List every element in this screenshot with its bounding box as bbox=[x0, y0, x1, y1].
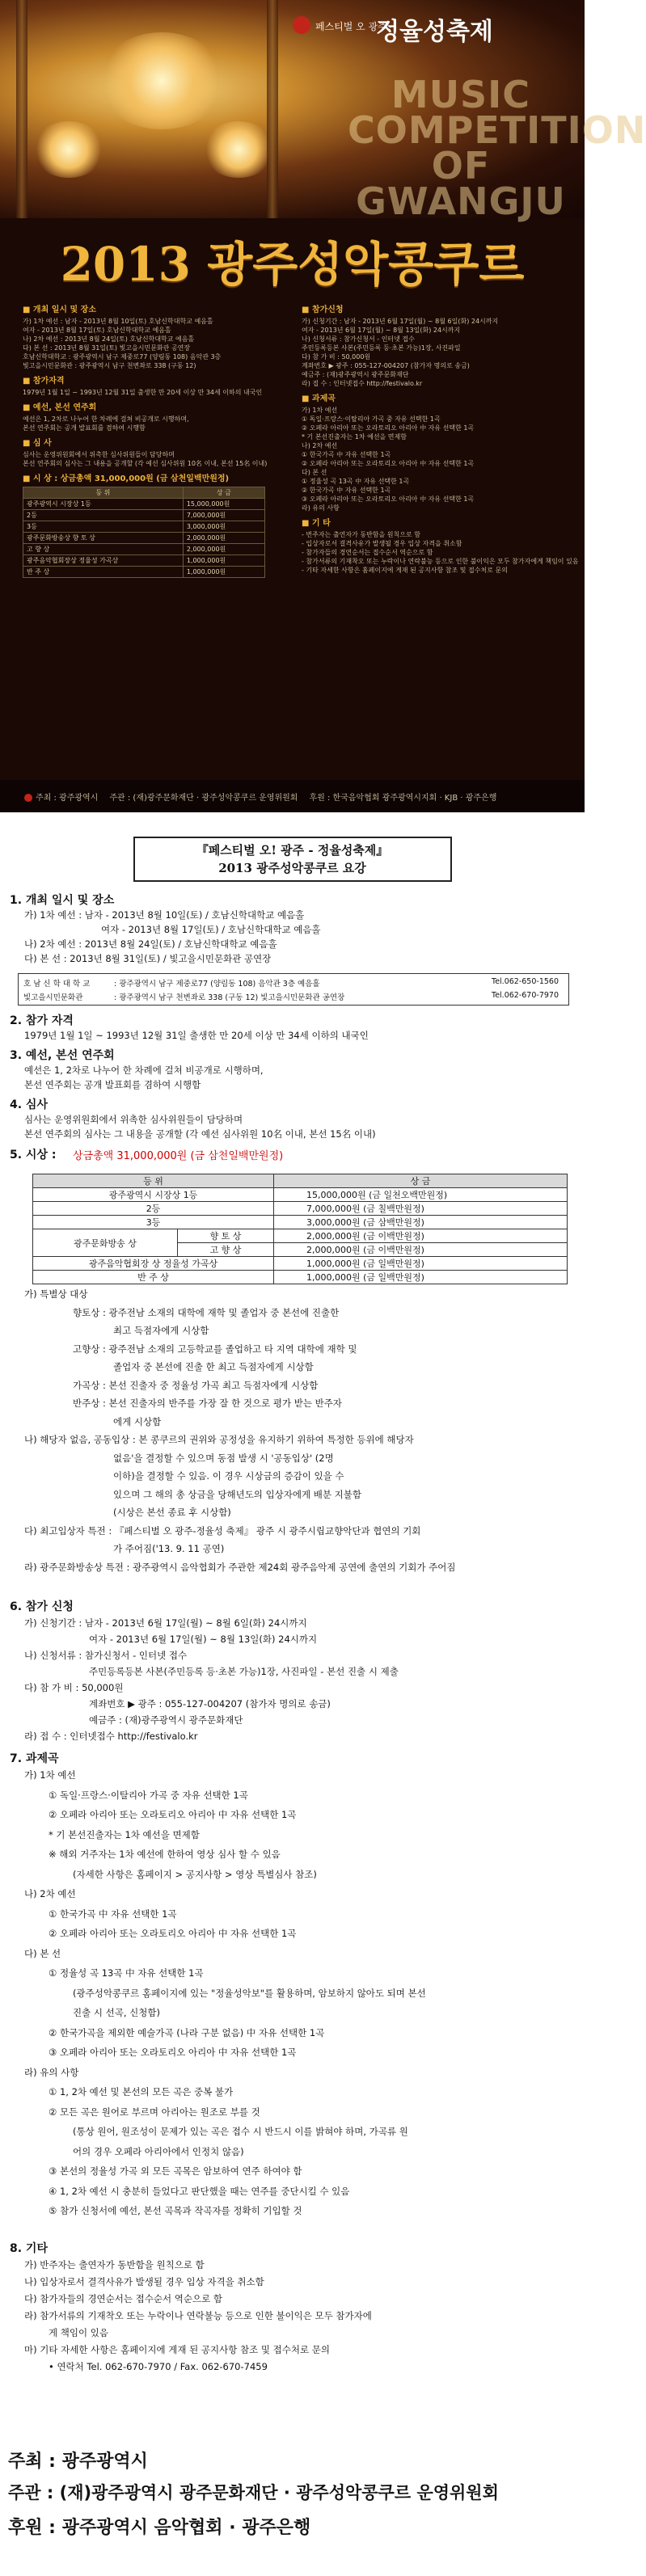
other-line: 라) 참가서류의 기재착오 또는 누락이나 연락불능 등으로 인한 불이익은 모두 참가자에 bbox=[24, 2310, 372, 2321]
prize-table bbox=[32, 1174, 568, 1284]
poster-text-line: - 기타 자세한 사항은 홈페이지에 게재 된 공지사항 참조 및 접수처로 문의 bbox=[302, 567, 508, 574]
repertoire-line: ④ 1, 2차 예선 시 충분히 들었다고 판단했을 때는 연주를 중단시킬 수 있음 bbox=[49, 2185, 350, 2197]
venue2-name: 빛고을시민문화관 bbox=[23, 993, 83, 1002]
poster-text-line: 다) 본 선 : 2013년 8월 31일(토) 빛고을시민문화관 공연장 bbox=[23, 344, 191, 352]
repertoire-line: ※ 해외 거주자는 1차 예선에 한하여 영상 심사 할 수 있음 bbox=[49, 1849, 281, 1860]
poster-text-line: 여자 - 2013년 8월 17일(토) 호남신학대학교 예음홀 bbox=[23, 327, 171, 334]
repertoire-line: 다) 본 선 bbox=[24, 1947, 61, 1959]
prize-note-line: 향토상 : 광주전남 소재의 대학에 재학 및 졸업자 중 본선에 진출한 bbox=[73, 1306, 340, 1318]
prize-note-line: 라) 광주문화방송상 특전 : 광주광역시 음악협회가 주관한 제24회 광주음악제 공연에 출연의 기회가 주어짐 bbox=[24, 1561, 456, 1573]
schedule-line: 다) 본 선 : 2013년 8월 31일(토) / 빛고을시민문화관 공연장 bbox=[24, 953, 272, 964]
poster-text-line: ② 한국가곡 中 자유 선택한 1곡 bbox=[302, 487, 391, 494]
table-row: 고 향 상 2,000,000원 bbox=[23, 544, 265, 555]
document-title-line1: 『페스티벌 오! 광주 - 정율성축제』 bbox=[196, 843, 389, 858]
table-row: 3등 3,000,000원 (금 삼백만원정) bbox=[33, 1216, 568, 1229]
application-line: 주민등록등본 사본(주민등록 등·초본 가능)1장, 사진파일 - 본선 진출 시 제출 bbox=[89, 1666, 399, 1677]
application-line: 계좌번호 ▶ 광주 : 055-127-004207 (참가자 명의로 송금) bbox=[89, 1698, 331, 1710]
prize-note-line: 반주상 : 본선 진출자의 반주를 가장 잘 한 것으로 평가 받는 반주자 bbox=[73, 1398, 342, 1409]
poster-section-heading: ■ 시 상 : 상금총액 31,000,000원 (금 삼천일백만원정) bbox=[23, 474, 230, 483]
document-title-line2: 2013 광주성악콩쿠르 요강 bbox=[218, 861, 366, 875]
repertoire-line: ② 오페라 아리아 또는 오라토리오 아리아 中 자유 선택한 1곡 bbox=[49, 1928, 297, 1939]
sponsor-host: 주최 : 광주광역시 bbox=[24, 791, 98, 803]
poster-sponsor-bar bbox=[0, 780, 585, 812]
poster-text-line: ① 정율성 곡 13곡 中 자유 선택한 1곡 bbox=[302, 478, 410, 485]
other-line: 나) 입상자로서 결격사유가 발생될 경우 입상 자격을 취소함 bbox=[24, 2276, 264, 2287]
table-row: 광주광역시 시장상 1등 15,000,000원 (금 일천오백만원정) bbox=[33, 1188, 568, 1202]
poster-text-line: 본선 연주회의 심사는 그 내용을 공개할 (각 예선 심사위원 10名 이내, 본선 15名 이내) bbox=[23, 460, 268, 467]
repertoire-line: 진출 시 선곡, 신청함) bbox=[73, 2007, 160, 2018]
host-line: 주최 : 광주광역시 bbox=[8, 2452, 148, 2472]
poster-text-line: 다) 참 가 비 : 50,000원 bbox=[302, 353, 371, 360]
repertoire-line: (자세한 사항은 홈페이지 > 공지사항 > 영상 특별심사 참조) bbox=[73, 1868, 317, 1880]
repertoire-line: ⑤ 참가 신청서에 예선, 본선 곡목과 작곡자를 정확히 기입할 것 bbox=[49, 2205, 302, 2216]
table-row: 광주문화방송상 향 토 상 2,000,000원 bbox=[23, 533, 265, 544]
poster-text-line: - 번주자는 출연자가 동반함을 원칙으로 함 bbox=[302, 531, 420, 538]
section-4-heading: 4. 심사 bbox=[10, 1098, 48, 1111]
application-line: 나) 신청서류 : 참가신청서 - 인터넷 접수 bbox=[24, 1650, 188, 1661]
sponsor-line: 후원 : 광주광역시 음악협회 · 광주은행 bbox=[8, 2518, 311, 2538]
prize-header-rank: 등 위 bbox=[33, 1174, 274, 1188]
table-row: 3등 3,000,000원 bbox=[23, 521, 265, 533]
other-line: 게 책임이 있음 bbox=[49, 2327, 108, 2338]
table-row: 반 주 상 1,000,000원 bbox=[23, 567, 265, 578]
poster-text-line: - 참가서류의 기재착오 또는 누락이나 연락불능 등으로 인한 불이익은 모두 참가자에게 책임이 있음 bbox=[302, 558, 579, 565]
poster-section-heading: ■ 기 타 bbox=[302, 519, 331, 528]
repertoire-line: ② 모든 곡은 원어로 부르며 아리아는 원조로 부를 것 bbox=[49, 2106, 260, 2118]
prize-note-line: 이하)을 결정할 수 있음. 이 경우 시상금의 증감이 있을 수 bbox=[113, 1470, 344, 1482]
table-row: 등 위 상 금 bbox=[23, 487, 265, 499]
schedule-line: 가) 1차 예선 : 남자 - 2013년 8월 10일(토) / 호남신학대학교 예음홀 bbox=[24, 909, 305, 921]
poster-text-line: ② 오페라 아리아 또는 오라토리오 아리아 中 자유 선택한 1곡 bbox=[302, 460, 475, 467]
poster-text-line: 나) 2차 예선 bbox=[302, 442, 338, 449]
poster-prize-table bbox=[23, 487, 265, 578]
table-row: 광주문화방송 상 향 토 상 2,000,000원 (금 이백만원정) bbox=[33, 1229, 568, 1243]
poster-text-line: ② 오페라 아리아 또는 오라토리오 아리아 中 자유 선택한 1곡 bbox=[302, 424, 475, 432]
prize-note-line: 있으며 그 해의 총 상금을 당해년도의 입상자에게 배분 지불함 bbox=[113, 1488, 361, 1500]
venue1-address: : 광주광역시 남구 제중로77 (양림동 108) 음악관 3층 예음홀 bbox=[114, 980, 320, 989]
repertoire-line: (광주성악콩쿠르 홈페이지에 있는 "정율성악보"를 활용하며, 암보하지 않아도 되며 본선 bbox=[73, 1987, 426, 1999]
table-row: 2등 7,000,000원 bbox=[23, 510, 265, 521]
poster-text-line: ① 한국가곡 中 자유 선택한 1곡 bbox=[302, 451, 391, 458]
guidelines-document bbox=[0, 837, 585, 882]
organizer-line: 주관 : (재)광주광역시 광주문화재단 · 광주성악콩쿠르 운영위원회 bbox=[8, 2483, 499, 2502]
poster-right-column bbox=[302, 299, 579, 575]
repertoire-line: ③ 본선의 정율성 가곡 외 모든 곡목은 암보하여 연주 하여야 함 bbox=[49, 2165, 302, 2177]
poster-text-line: 가) 1차 예선 bbox=[302, 407, 338, 414]
poster-text-line: 여자 - 2013년 6월 17일(월) ~ 8월 13일(화) 24시까지 bbox=[302, 327, 461, 334]
judging-text: 심사는 운영위원회에서 위촉한 심사위원들이 담당하며 bbox=[24, 1114, 243, 1125]
table-row: 2등 7,000,000원 (금 칠백만원정) bbox=[33, 1202, 568, 1216]
repertoire-line: 가) 1차 예선 bbox=[24, 1769, 76, 1781]
poster-text-line: 1979년 1월 1일 ~ 1993년 12월 31일 출생한 만 20세 이상 만 34세 이하의 내국인 bbox=[23, 389, 263, 396]
venue1-name: 호 남 신 학 대 학 교 bbox=[23, 980, 91, 989]
poster-text-line: * 기 본선진출자는 1차 예선을 면제함 bbox=[302, 433, 407, 441]
prize-note-line: 가 주어짐('13. 9. 11 공연) bbox=[113, 1543, 225, 1554]
repertoire-line: * 기 본선진출자는 1차 예선을 면제함 bbox=[49, 1828, 200, 1840]
repertoire-line: (통상 원어, 원조성이 문제가 있는 곡은 접수 시 반드시 이를 밝혀야 하며, 가곡류 원 bbox=[73, 2126, 408, 2137]
table-row: 광주광역시 시장상 1등 15,000,000원 bbox=[23, 499, 265, 510]
poster-text-line: 계좌번호 ▶ 광주 : 055-127-004207 (참가자 명의로 송금) bbox=[302, 362, 470, 369]
prize-note-line: 졸업자 중 본선에 진출 한 최고 득점자에게 시상함 bbox=[113, 1361, 314, 1372]
sponsor-support: 후원 : 한국음악협회 광주광역시지회 · KJB · 광주은행 bbox=[309, 793, 497, 803]
prize-note-line: 가곡상 : 본선 진출자 중 정율성 가곡 최고 득점자에게 시상함 bbox=[73, 1379, 319, 1391]
table-row: 고 향 상 2,000,000원 (금 이백만원정) bbox=[33, 1243, 568, 1257]
poster-text-line: 예금주 : (재)광주광역시 광주문화재단 bbox=[302, 371, 409, 378]
schedule-line: 나) 2차 예선 : 2013년 8월 24일(토) / 호남신학대학교 예음홀 bbox=[24, 938, 277, 950]
brand-title: 정율성축제 bbox=[376, 18, 493, 46]
other-line: • 연락처 Tel. 062-670-7970 / Fax. 062-670-7459 bbox=[49, 2361, 268, 2372]
repertoire-line: ① 1, 2차 예선 및 본선의 모든 곡은 중복 불가 bbox=[49, 2086, 234, 2097]
prize-note-line: 나) 해당자 없음, 공동입상 : 본 콩쿠르의 권위와 공정성을 유지하기 위하여 특정한 등위에 해당자 bbox=[24, 1434, 414, 1445]
other-line: 가) 반주자는 출연자가 동반함을 원칙으로 함 bbox=[24, 2259, 205, 2270]
section-1-heading: 1. 개최 일시 및 장소 bbox=[10, 894, 115, 907]
repertoire-line: ③ 오페라 아리아 또는 오라토리오 아리아 中 자유 선택한 1곡 bbox=[49, 2047, 297, 2058]
total-prize-text: 상금총액 31,000,000원 (금 삼천일백만원정) bbox=[73, 1150, 284, 1162]
application-line: 다) 참 가 비 : 50,000원 bbox=[24, 1682, 124, 1693]
document-title bbox=[133, 837, 452, 882]
application-line: 가) 신청기간 : 남자 - 2013년 6월 17일(월) ~ 8월 6일(화) 24시까지 bbox=[24, 1617, 307, 1629]
other-line: 마) 기타 자세한 사항은 홈페이지에 게재 된 공지사항 참조 및 접수처로 문의 bbox=[24, 2344, 330, 2355]
judging-text: 본선 연주회의 심사는 그 내용을 공개할 (각 예선 심사위원 10名 이내, 본선 15名 이내) bbox=[24, 1128, 376, 1140]
prize-note-line: 에게 시상함 bbox=[113, 1415, 162, 1427]
poster-text-line: 가) 1차 예선 : 남자 - 2013년 8월 10일(토) 호남신학대학교 예음홀 bbox=[23, 318, 213, 325]
poster-text-line: 빛고을시민문화관 : 광주광역시 남구 천변좌로 338 (구동 12) bbox=[23, 362, 196, 369]
poster-section-heading: ■ 과제곡 bbox=[302, 394, 336, 403]
brand-subtitle: 페스티벌 오 광주 bbox=[315, 21, 387, 32]
poster-text-line: 다) 본 선 bbox=[302, 469, 327, 476]
table-row: 반 주 상 1,000,000원 (금 일백만원정) bbox=[33, 1271, 568, 1284]
section-3-heading: 3. 예선, 본선 연주회 bbox=[10, 1049, 115, 1062]
venue2-tel: Tel.062-670-7970 bbox=[492, 991, 559, 1000]
prize-note-line: 고향상 : 광주전남 소재의 고등학교를 졸업하고 타 지역 대학에 재학 및 bbox=[73, 1343, 357, 1355]
repertoire-line: ① 정율성 곡 13곡 中 자유 선택한 1곡 bbox=[49, 1967, 204, 1979]
poster-main-title: 2013 광주성악콩쿠르 bbox=[60, 237, 525, 292]
application-line: 라) 접 수 : 인터넷접수 http://festivalo.kr bbox=[24, 1731, 198, 1742]
venue-box bbox=[18, 973, 569, 1006]
round-text: 예선은 1, 2차로 나누어 한 차례에 걸쳐 비공개로 시행하며, bbox=[24, 1065, 264, 1076]
poster-image bbox=[0, 0, 646, 812]
english-title: MUSIC COMPETITION OF GWANGJU bbox=[348, 73, 646, 223]
section-2-heading: 2. 참가 자격 bbox=[10, 1014, 74, 1027]
repertoire-line: ② 한국가곡을 제외한 예술가곡 (나라 구분 없음) 中 자유 선택한 1곡 bbox=[49, 2026, 325, 2038]
poster-left-column bbox=[23, 299, 281, 578]
section-6-heading: 6. 참가 신청 bbox=[10, 1600, 74, 1613]
venue1-tel: Tel.062-650-1560 bbox=[492, 977, 559, 986]
repertoire-line: ② 오페라 아리아 또는 오라토리오 아리아 中 자유 선택한 1곡 bbox=[49, 1809, 297, 1820]
schedule-line: 여자 - 2013년 8월 17일(토) / 호남신학대학교 예음홀 bbox=[101, 924, 321, 935]
poster-text-line: 나) 신청서류 : 참가신청서 - 인터넷 접수 bbox=[302, 335, 415, 343]
poster-text-line: 심사는 운영위원회에서 위촉한 심사위원들이 담당하며 bbox=[23, 451, 175, 458]
repertoire-line: 어의 경우 오페라 아리아에서 인정치 않음) bbox=[73, 2145, 244, 2157]
poster-section-heading: ■ 심 사 bbox=[23, 439, 52, 448]
poster-section-heading: ■ 참가자격 bbox=[23, 377, 65, 386]
poster-text-line: 라) 접 수 : 인터넷접수 http://festivalo.kr bbox=[302, 380, 423, 387]
poster-text-line: ③ 오페라 아리아 또는 오라토리오 아리아 中 자유 선택한 1곡 bbox=[302, 495, 475, 503]
repertoire-line: ① 독일·프랑스·이탈리아 가곡 중 자유 선택한 1곡 bbox=[49, 1789, 248, 1801]
repertoire-line: ① 한국가곡 中 자유 선택한 1곡 bbox=[49, 1908, 177, 1920]
poster-text-line: 예선은 1, 2차로 나누어 한 차례에 걸쳐 비공개로 시행하며, bbox=[23, 415, 189, 423]
application-line: 여자 - 2013년 6월 17일(월) ~ 8월 13일(화) 24시까지 bbox=[89, 1634, 318, 1645]
poster-section-heading: ■ 개최 일시 및 장소 bbox=[23, 306, 96, 314]
poster-text-line: 호남신학대학교 : 광주광역시 남구 제중로77 (양림동 108) 음악관 3층 bbox=[23, 353, 222, 360]
poster-text-line: 본선 연주회는 공개 발표회를 겸하여 시행함 bbox=[23, 424, 146, 432]
poster-text-line: - 입상자로서 결격사유가 발생될 경우 입상 자격을 취소함 bbox=[302, 540, 462, 547]
poster-text-line: 라) 유의 사항 bbox=[302, 504, 340, 512]
festival-logo-icon bbox=[293, 16, 310, 34]
poster-summary bbox=[23, 299, 579, 764]
poster-text-line: 가) 신청기간 : 남자 - 2013년 6월 17일(월) ~ 8월 6일(화) 24시까지 bbox=[302, 318, 499, 325]
repertoire-line: 라) 유의 사항 bbox=[24, 2066, 79, 2078]
sponsor-organizer: 주관 : (재)광주문화재단 · 광주성악콩쿠르 운영위원회 bbox=[109, 793, 298, 803]
round-text: 본선 연주회는 공개 발표회를 겸하여 시행함 bbox=[24, 1079, 201, 1090]
section-5-heading: 5. 시상 : bbox=[10, 1149, 57, 1162]
application-line: 예금주 : (재)광주광역시 광주문화재단 bbox=[89, 1714, 243, 1726]
section-8-heading: 8. 기타 bbox=[10, 2242, 48, 2255]
prize-note-line: 최고 득점자에게 시상함 bbox=[113, 1325, 209, 1336]
table-row: 광주음악협회장상 정율성 가곡상 1,000,000원 bbox=[23, 555, 265, 567]
prize-note-line: 없음'을 결정할 수 있으며 동점 발생 시 '공동입상' (2명 bbox=[113, 1452, 334, 1464]
prize-note-line: (시상은 본선 종료 후 시상함) bbox=[113, 1507, 231, 1518]
poster-section-heading: ■ 예선, 본선 연주회 bbox=[23, 403, 97, 412]
venue2-address: : 광주광역시 남구 천변좌로 338 (구동 12) 빛고을시민문화관 공연장 bbox=[114, 993, 345, 1002]
section-7-heading: 7. 과제곡 bbox=[10, 1752, 59, 1765]
poster-section-heading: ■ 참가신청 bbox=[302, 306, 344, 314]
eligibility-text: 1979년 1월 1일 ~ 1993년 12월 31일 출생한 만 20세 이상 만 34세 이하의 내국인 bbox=[24, 1030, 369, 1041]
repertoire-line: 나) 2차 예선 bbox=[24, 1888, 76, 1899]
prize-note-line: 다) 최고입상자 특전 : 『페스티벌 오 광주-정율성 축제』 광주 시 광주시립교향악단과 협연의 기회 bbox=[24, 1524, 421, 1537]
poster-text-line: 주민등록등본 사본(주민등록 등·초본 가능)1장, 사진파일 bbox=[302, 344, 461, 352]
poster-text-line: 나) 2차 예선 : 2013년 8월 24일(토) 호남신학대학교 예음홀 bbox=[23, 335, 195, 343]
poster-text-line: ① 독일·프랑스·이탈리아 가곡 중 자유 선택한 1곡 bbox=[302, 415, 441, 423]
city-seal-icon bbox=[24, 794, 32, 802]
prize-note-line: 가) 특별상 대상 bbox=[24, 1288, 88, 1300]
table-row: 광주음악협회장 상 정율성 가곡상 1,000,000원 (금 일백만원정) bbox=[33, 1257, 568, 1271]
poster-text-line: - 참가자들의 경연순서는 접수순서 역순으로 함 bbox=[302, 549, 433, 556]
other-line: 다) 참가자들의 경연순서는 접수순서 역순으로 함 bbox=[24, 2293, 222, 2304]
prize-header-amount: 상 금 bbox=[274, 1174, 568, 1188]
